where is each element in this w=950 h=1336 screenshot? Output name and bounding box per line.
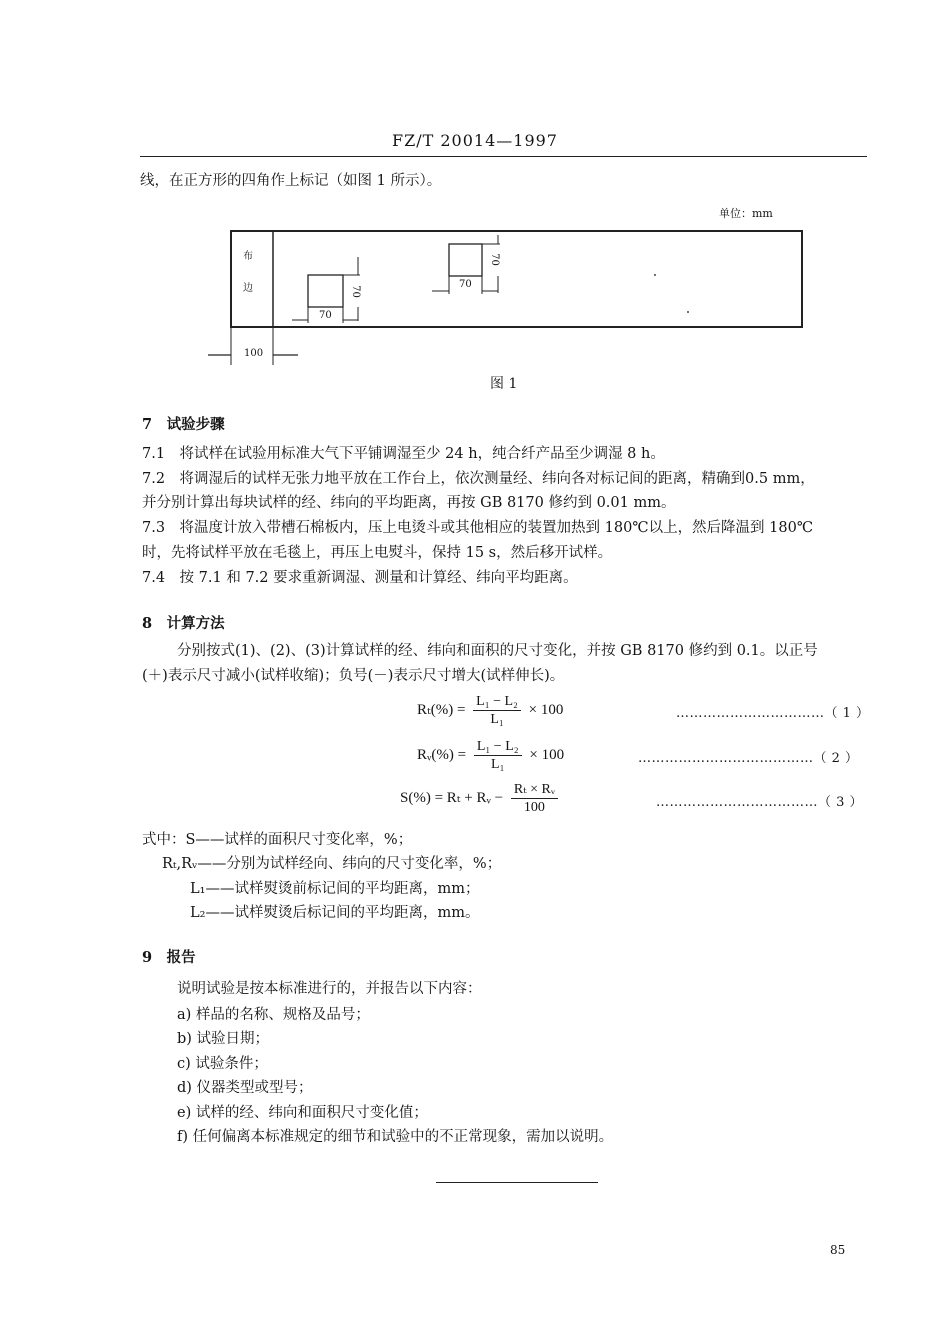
- equation-1-tail: × 100: [528, 701, 564, 718]
- figure-1-diagram: [200, 225, 810, 370]
- sample-square-right: [449, 244, 482, 276]
- header-rule: [140, 156, 867, 157]
- equation-1-fraction: $\frac{\text{L₁ − L₂}}{\text{L₁}}$: [473, 693, 521, 728]
- equation-2-number: …………………………………（ 2 ）: [638, 751, 859, 766]
- section-8-para-line1: 分别按式(1)、(2)、(3)计算试样的经、纬向和面积的尺寸变化，并按 GB 8170 修约到 0.1。以正号: [177, 643, 818, 659]
- intro-line: 线，在正方形的四角作上标记（如图 1 所示）。: [140, 173, 442, 189]
- section-9-heading: 9 报告: [142, 949, 196, 966]
- selvedge-label-bottom: 边: [243, 283, 253, 294]
- unit-label: 单位：mm: [719, 207, 773, 220]
- end-rule: [436, 1182, 598, 1183]
- dim-left-horizontal: 70: [319, 310, 332, 321]
- dim-right-horizontal: 70: [459, 279, 472, 290]
- report-item: b) 试验日期；: [177, 1031, 270, 1047]
- report-item: a) 样品的名称、规格及品号；: [177, 1007, 370, 1023]
- section-7-1: 7.1 将试样在试验用标准大气下平铺调湿至少 24 h，纯合纤产品至少调湿 8 h。: [142, 446, 665, 462]
- figure-caption: 图 1: [490, 376, 518, 392]
- section-7-2-line2: 并分别计算出每块试样的经、纬向的平均距离，再按 GB 8170 修约到 0.01 mm。: [142, 495, 676, 511]
- section-7-heading: 7 试验步骤: [142, 416, 225, 433]
- report-item: e) 试样的经、纬向和面积尺寸变化值；: [177, 1105, 428, 1121]
- section-7-3-line1: 7.3 将温度计放入带槽石棉板内，压上电烫斗或其他相应的装置加热到 180℃以上，然后降温到 180℃: [142, 520, 814, 536]
- equation-1-number: ……………………………（ 1 ）: [676, 706, 870, 721]
- section-7-3-line2: 时，先将试样平放在毛毯上，再压上电熨斗，保持 15 s，然后移开试样。: [142, 545, 613, 561]
- equation-2-tail: × 100: [529, 746, 565, 763]
- equation-2-lhs: Rᵥ(%) =: [417, 746, 467, 763]
- equation-3-number: ………………………………（ 3 ）: [656, 795, 864, 810]
- equation-3-lhs: S(%) = Rₜ + Rᵥ −: [400, 789, 504, 806]
- report-item: d) 仪器类型或型号；: [177, 1080, 313, 1096]
- equation-2: [417, 738, 564, 773]
- fabric-outline: [231, 231, 802, 327]
- sample-square-left: [308, 275, 343, 307]
- report-item: c) 试验条件；: [177, 1056, 268, 1072]
- equation-3: [400, 781, 562, 816]
- where-r: Rₜ,Rᵥ——分别为试样经向、纬向的尺寸变化率，%；: [162, 856, 502, 872]
- section-9-intro: 说明试验是按本标准进行的，并报告以下内容：: [177, 981, 482, 997]
- where-l2: L₂——试样熨烫后标记间的平均距离，mm。: [190, 905, 480, 921]
- equation-1-lhs: Rₜ(%) =: [417, 701, 466, 718]
- equation-3-fraction: $\frac{\text{Rₜ × Rᵥ}}{100}$: [511, 781, 558, 816]
- section-7-2-line1: 7.2 将调湿后的试样无张力地平放在工作台上，依次测量经、纬向各对标记间的距离，精确到0.5 mm，: [142, 471, 815, 487]
- equation-2-fraction: $\frac{\text{L₁ − L₂}}{\text{L₁}}$: [474, 738, 522, 773]
- dim-left-vertical: 70: [349, 285, 361, 298]
- dim-right-vertical: 70: [488, 253, 500, 266]
- page-number: 85: [830, 1243, 846, 1257]
- where-s: 式中：S——试样的面积尺寸变化率，%；: [142, 832, 413, 848]
- section-8-heading: 8 计算方法: [142, 615, 225, 632]
- section-8-para-line2: (＋)表示尺寸减小(试样收缩)；负号(－)表示尺寸增大(试样伸长)。: [142, 668, 565, 684]
- selvedge-label-top: 布: [243, 251, 253, 262]
- document-header: FZ/T 20014—1997: [392, 131, 558, 150]
- report-item: f) 任何偏离本标准规定的细节和试验中的不正常现象，需加以说明。: [177, 1129, 614, 1145]
- section-7-4: 7.4 按 7.1 和 7.2 要求重新调湿、测量和计算经、纬向平均距离。: [142, 570, 578, 586]
- dim-selvedge-width: 100: [244, 348, 264, 359]
- equation-1: [417, 693, 563, 728]
- where-l1: L₁——试样熨烫前标记间的平均距离，mm；: [190, 881, 480, 897]
